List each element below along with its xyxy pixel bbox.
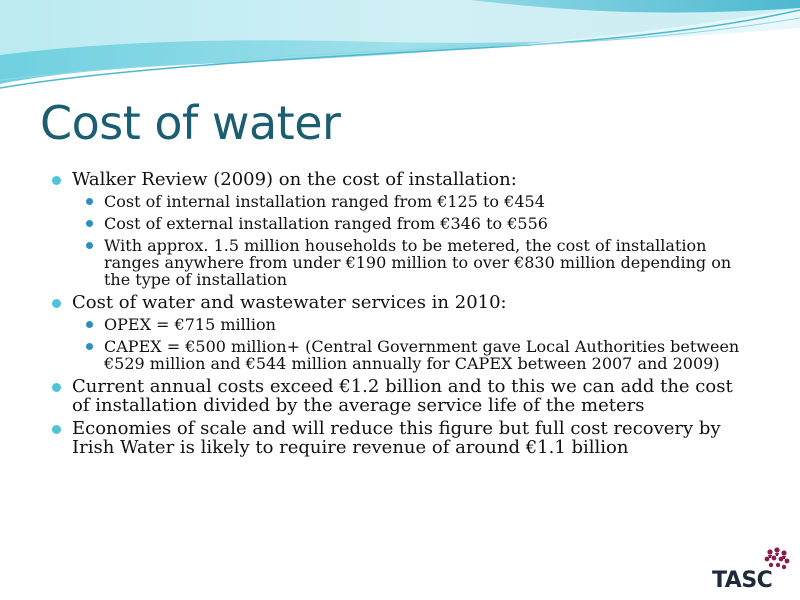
sub-bullet-icon (86, 321, 93, 328)
sub-list-item (72, 237, 755, 288)
sub-list-item (72, 193, 755, 210)
bullet-text: Current annual costs exceed €1.2 billion and to this we can add the cost of installation divided by the average service life of the meters (72, 376, 733, 416)
bullet-icon (52, 299, 61, 308)
tasc-logo (712, 546, 792, 592)
slide-content (50, 170, 755, 461)
bullet-text: Cost of water and wastewater services in 2010: (72, 292, 507, 313)
bullet-text: Economies of scale and will reduce this figure but full cost recovery by Irish Water is likely to require revenue of around €1.1 billion (72, 418, 721, 458)
sub-bullet-icon (86, 242, 93, 249)
list-item (50, 293, 755, 372)
list-item (50, 419, 755, 457)
sub-bullet-text: Cost of internal installation ranged from €125 to €454 (104, 192, 545, 211)
sub-bullet-list (72, 193, 755, 288)
sub-list-item (72, 316, 755, 333)
sub-bullet-text: OPEX = €715 million (104, 315, 276, 334)
bullet-list (50, 170, 755, 457)
sub-list-item (72, 215, 755, 232)
sub-bullet-icon (86, 198, 93, 205)
sub-bullet-text: Cost of external installation ranged from €346 to €556 (104, 214, 548, 233)
logo-text: TASC (712, 568, 773, 593)
header-wave-decoration (0, 0, 800, 95)
sub-bullet-icon (86, 220, 93, 227)
bullet-icon (52, 425, 61, 434)
list-item (50, 377, 755, 415)
sub-list-item (72, 338, 755, 372)
bullet-icon (52, 383, 61, 392)
slide-title: Cost of water (40, 96, 341, 150)
list-item (50, 170, 755, 288)
sub-bullet-list (72, 316, 755, 372)
sub-bullet-icon (86, 343, 93, 350)
bullet-text: Walker Review (2009) on the cost of installation: (72, 169, 517, 190)
bullet-icon (52, 176, 61, 185)
sub-bullet-text: With approx. 1.5 million households to be metered, the cost of installation ranges anywhere from under €190 million to over €830 million depending on the type of installation (104, 236, 732, 289)
sub-bullet-text: CAPEX = €500 million+ (Central Government gave Local Authorities between €529 million and €544 million annually for CAPEX between 2007 and 2009) (104, 337, 740, 373)
